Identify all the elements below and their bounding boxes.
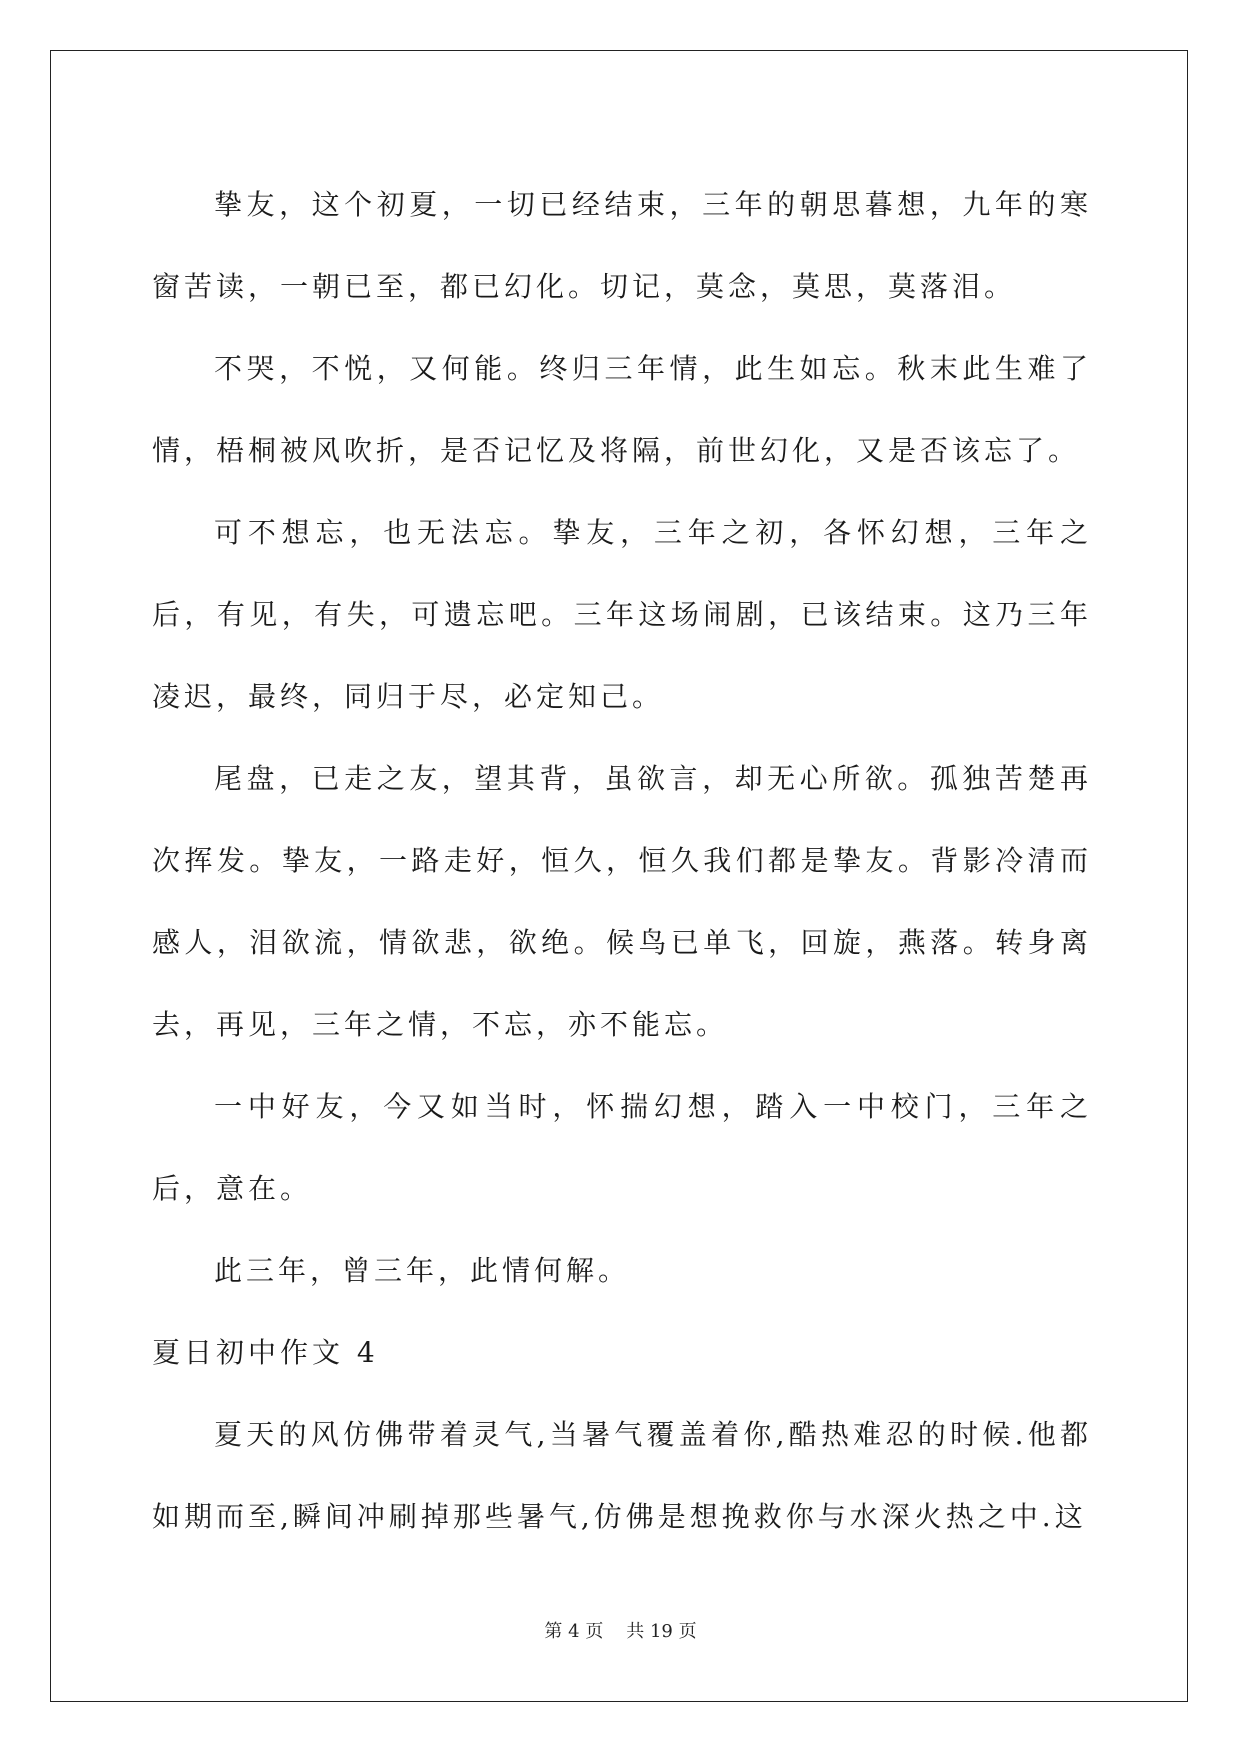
paragraph: 不哭，不悦，又何能。终归三年情，此生如忘。秋末此生难了情，梧桐被风吹折，是否记忆及将隔，前世幻化，又是否该忘了。: [152, 352, 1092, 467]
paragraph: 夏天的风仿佛带着灵气,当暑气覆盖着你,酷热难忍的时候.他都如期而至,瞬间冲刷掉那些暑气,仿佛是想挽救你与水深火热之中.这: [152, 1418, 1092, 1533]
page-total: 共 19 页: [626, 1621, 697, 1642]
document-body: [152, 164, 1092, 1558]
page-number: 第 4 页: [544, 1621, 604, 1642]
paragraph: 此三年，曾三年，此情何解。: [214, 1254, 631, 1287]
paragraph: 可不想忘，也无法忘。挚友，三年之初，各怀幻想，三年之后，有见，有失，可遗忘吧。三年这场闹剧，已该结束。这乃三年凌迟，最终，同归于尽，必定知己。: [152, 516, 1092, 713]
paragraph: 挚友，这个初夏，一切已经结束，三年的朝思暮想，九年的寒窗苦读，一朝已至，都已幻化。切记，莫念，莫思，莫落泪。: [152, 188, 1092, 303]
page-footer: [0, 1617, 1241, 1643]
section-heading: 夏日初中作文 4: [152, 1336, 379, 1369]
paragraph: 一中好友，今又如当时，怀揣幻想，踏入一中校门，三年之后，意在。: [152, 1090, 1092, 1205]
paragraph: 尾盘，已走之友，望其背，虽欲言，却无心所欲。孤独苦楚再次挥发。挚友，一路走好，恒久，恒久我们都是挚友。背影冷清而感人，泪欲流，情欲悲，欲绝。候鸟已单飞，回旋，燕落。转身离去，再见，三年之情，不忘，亦不能忘。: [152, 762, 1092, 1041]
